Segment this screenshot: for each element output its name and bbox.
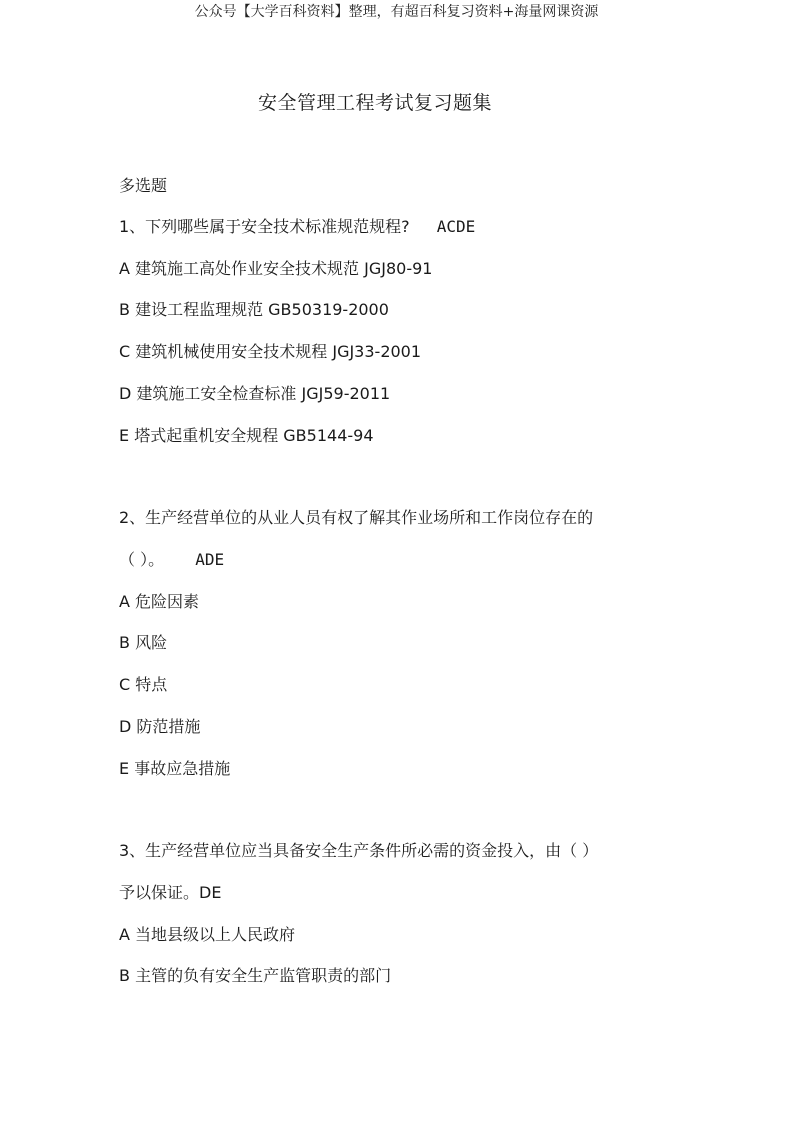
question-2-option-b: B 风险 bbox=[119, 633, 168, 652]
question-2-option-d: D 防范措施 bbox=[119, 717, 201, 736]
question-2-option-a: A 危险因素 bbox=[119, 592, 200, 611]
question-3-option-b: B 主管的负有安全生产监管职责的部门 bbox=[119, 966, 392, 985]
question-3-stem-line-2: 予以保证。DE bbox=[119, 883, 222, 902]
question-1 bbox=[119, 217, 475, 237]
section-heading: 多选题 bbox=[119, 176, 168, 195]
question-2-stem-end: （ ）。 bbox=[119, 550, 165, 569]
question-1-option-d: D 建筑施工安全检查标准 JGJ59-2011 bbox=[119, 384, 391, 403]
question-2-answer: ADE bbox=[195, 550, 225, 569]
question-2-option-c: C 特点 bbox=[119, 675, 168, 694]
question-2-option-e: E 事故应急措施 bbox=[119, 759, 231, 778]
question-3-stem-line-1: 3、生产经营单位应当具备安全生产条件所必需的资金投入，由（ ） bbox=[119, 841, 599, 860]
document-title: 安全管理工程考试复习题集 bbox=[257, 92, 492, 114]
question-1-answer: ACDE bbox=[436, 217, 476, 236]
page-header-note: 公众号【大学百科资料】整理，有超百科复习资料+海量网课资源 bbox=[194, 4, 599, 20]
question-2-stem-line-1: 2、生产经营单位的从业人员有权了解其作业场所和工作岗位存在的 bbox=[119, 508, 594, 527]
question-1-option-a: A 建筑施工高处作业安全技术规范 JGJ80-91 bbox=[119, 259, 433, 278]
question-3-option-a: A 当地县级以上人民政府 bbox=[119, 925, 296, 944]
question-2-stem-line-2 bbox=[119, 550, 224, 570]
question-1-option-e: E 塔式起重机安全规程 GB5144-94 bbox=[119, 426, 374, 445]
question-1-option-b: B 建设工程监理规范 GB50319-2000 bbox=[119, 300, 389, 319]
question-1-stem: 1、下列哪些属于安全技术标准规范规程? bbox=[119, 217, 410, 236]
question-1-option-c: C 建筑机械使用安全技术规程 JGJ33-2001 bbox=[119, 342, 422, 361]
